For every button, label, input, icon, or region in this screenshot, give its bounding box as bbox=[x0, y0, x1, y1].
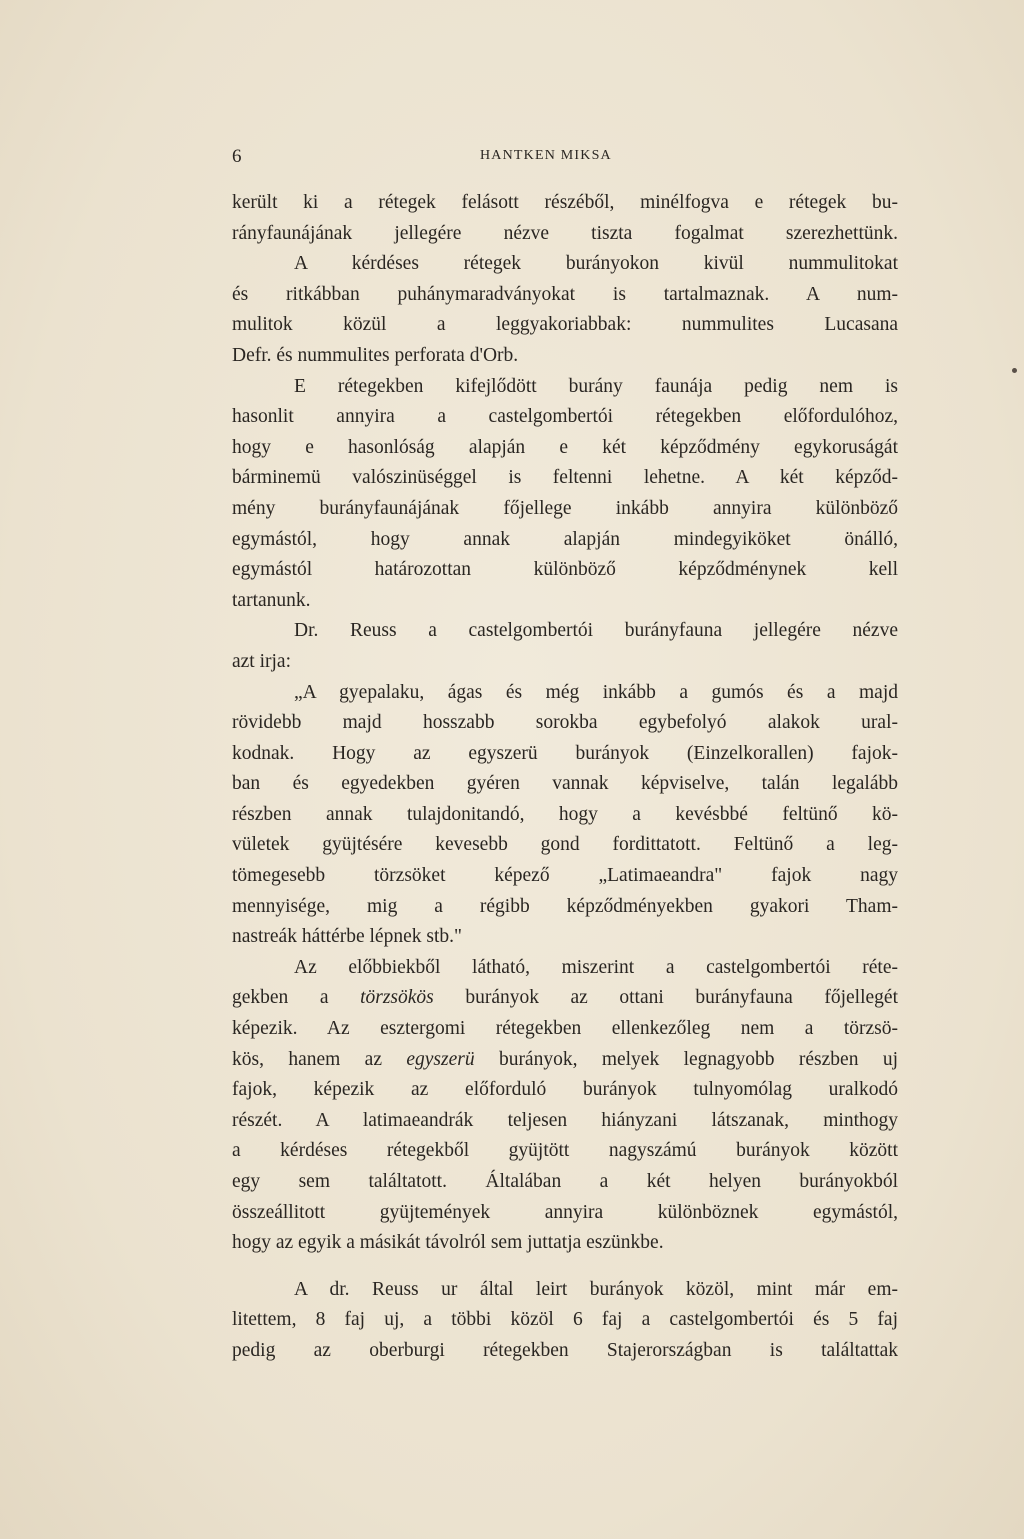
text-line: került ki a rétegek felásott részéből, minélfogva e rétegek bu- bbox=[232, 192, 898, 213]
page-header bbox=[232, 146, 644, 170]
text-line: mulitok közül a leggyakoriabbak: nummulites Lucasana bbox=[232, 314, 898, 336]
text-segment: gekben a bbox=[232, 987, 361, 1009]
text-line: egymástól, hogy annak alapján mindegyiköket önálló, bbox=[232, 528, 898, 550]
text-line: a kérdéses rétegekből gyüjtött nagyszámú burányok között bbox=[232, 1140, 898, 1162]
text-line: képezik. Az esztergomi rétegekben ellenkezőleg nem a törzsö- bbox=[232, 1018, 898, 1040]
text-segment: burányok, melyek legnagyobb részben uj bbox=[474, 1048, 898, 1070]
text-line: ban és egyedekben gyéren vannak képviselve, talán legalább bbox=[232, 773, 898, 795]
text-line: tömegesebb törzsöket képező „Latimaeandra" fajok nagy bbox=[232, 865, 898, 887]
text-segment: kös, hanem az bbox=[232, 1048, 407, 1070]
text-line: tartanunk. bbox=[232, 589, 311, 611]
text-line bbox=[232, 1045, 898, 1076]
text-line: mennyisége, mig a régibb képződményekben gyakori Tham- bbox=[232, 895, 898, 917]
page-number: 6 bbox=[232, 146, 242, 167]
text-line: részben annak tulajdonitandó, hogy a kevésbbé feltünő kö- bbox=[232, 803, 898, 825]
text-line: hasonlit annyira a castelgombertói rétegekben előfordulóhoz, bbox=[232, 406, 898, 428]
margin-speck bbox=[1012, 368, 1017, 373]
text-line: fajok, képezik az előforduló burányok tulnyomólag uralkodó bbox=[232, 1079, 898, 1101]
text-line bbox=[232, 983, 898, 1014]
text-line: E rétegekben kifejlődött burány faunája pedig nem is bbox=[294, 375, 898, 397]
text-line: részét. A latimaeandrák teljesen hiányzani látszanak, minthogy bbox=[232, 1109, 898, 1131]
text-line: mény burányfaunájának főjellege inkább annyira különböző bbox=[232, 497, 898, 519]
text-line: Defr. és nummulites perforata d'Orb. bbox=[232, 344, 519, 366]
italic-term: törzsökös bbox=[360, 987, 434, 1009]
text-line: és ritkábban puhánymaradványokat is tartalmaznak. A num- bbox=[232, 283, 898, 305]
text-segment: burányok az ottani burányfauna főjellegét bbox=[433, 987, 898, 1009]
running-head: HANTKEN MIKSA bbox=[480, 148, 612, 163]
text-line: vületek gyüjtésére kevesebb gond fordittatott. Feltünő a leg- bbox=[232, 834, 898, 856]
text-line: egy sem találtatott. Általában a két helyen burányokból bbox=[232, 1171, 898, 1192]
text-line: rányfaunájának jellegére nézve tiszta fogalmat szerezhettünk. bbox=[232, 222, 898, 244]
text-line: bárminemü valószinüséggel is feltenni lehetne. A két képződ- bbox=[232, 467, 898, 489]
text-line: pedig az oberburgi rétegekben Stajerországban is találtattak bbox=[232, 1339, 898, 1361]
text-line: nastreák háttérbe lépnek stb." bbox=[232, 926, 462, 948]
text-line: egymástól határozottan különböző képződménynek kell bbox=[232, 559, 898, 581]
text-line: kodnak. Hogy az egyszerü burányok (Einzelkorallen) fajok- bbox=[232, 742, 898, 764]
text-line: Az előbbiekből látható, miszerint a castelgombertói réte- bbox=[294, 956, 898, 978]
text-line: azt irja: bbox=[232, 650, 292, 672]
text-line: hogy e hasonlóság alapján e két képződmény egykoruságát bbox=[232, 436, 898, 458]
text-line: A dr. Reuss ur által leirt burányok közöl, mint már em- bbox=[294, 1278, 898, 1300]
body-text bbox=[232, 188, 898, 1367]
text-line: litettem, 8 faj uj, a többi közöl 6 faj a castelgombertói és 5 faj bbox=[232, 1309, 898, 1331]
text-line: Dr. Reuss a castelgombertói burányfauna jellegére nézve bbox=[294, 620, 898, 642]
text-line: „A gyepalaku, ágas és még inkább a gumós és a majd bbox=[294, 681, 898, 703]
text-line: rövidebb majd hosszabb sorokba egybefolyó alakok ural- bbox=[232, 712, 898, 734]
text-line: összeállitott gyüjtemények annyira különböznek egymástól, bbox=[232, 1201, 898, 1223]
text-line: A kérdéses rétegek burányokon kivül nummulitokat bbox=[294, 253, 898, 275]
italic-term: egyszerü bbox=[406, 1048, 475, 1070]
text-line: hogy az egyik a másikát távolról sem juttatja eszünkbe. bbox=[232, 1232, 664, 1254]
